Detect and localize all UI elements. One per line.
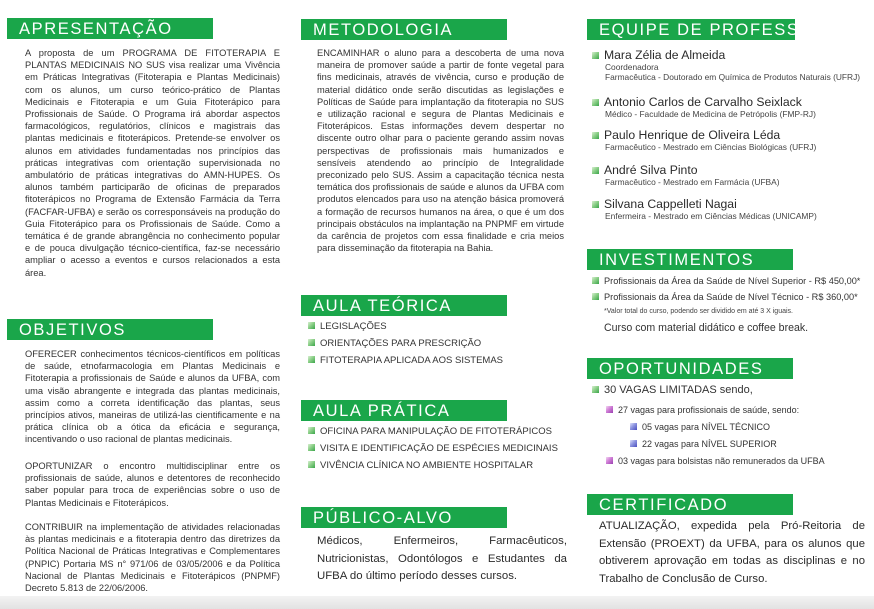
bullet-icon xyxy=(308,356,315,363)
professor-desc: Enfermeira - Mestrado em Ciências Médicas (UNICAMP) xyxy=(605,211,817,221)
list-item: VISITA E IDENTIFICAÇÃO DE ESPÉCIES MEDICINAIS xyxy=(308,443,558,454)
list-item: VIVÊNCIA CLÍNICA NO AMBIENTE HOSPITALAR xyxy=(308,460,533,471)
list-item: ORIENTAÇÕES PARA PRESCRIÇÃO xyxy=(308,338,481,349)
section-header-investimentos: INVESTIMENTOS xyxy=(587,249,793,270)
professor-desc: Médico - Faculdade de Medicina de Petrópolis (FMP-RJ) xyxy=(605,109,816,119)
price-item: Profissionais da Área da Saúde de Nível Superior - R$ 450,00* xyxy=(592,276,860,286)
vagas-sub: 03 vagas para bolsistas não remunerados da UFBA xyxy=(606,456,825,466)
professor-name: Silvana Cappelleti Nagai xyxy=(604,197,737,211)
vagas-sub: 27 vagas para profissionais de saúde, sendo: xyxy=(606,405,799,415)
bullet-icon xyxy=(606,457,613,464)
bullet-icon xyxy=(308,339,315,346)
section-header-objetivos: OBJETIVOS xyxy=(7,319,213,340)
objetivos-paragraph-1: OFERECER conhecimentos técnicos-científicos em políticas de saúde, etnofarmacologia em Plantas Medicinais e Fitoterapia a profissionais de Saúde e alunos da UFBA, com uma visão abrangente e integrada das plantas medicinais, assim como a correta identificação das plantas, seus princípios ativos, maneiras de utilizá-las cientificamente e na prática clínica ob a ótica da eficácia e segurança, incentivando o uso racional de plantas medicinais. xyxy=(25,349,280,445)
bullet-icon xyxy=(606,406,613,413)
bullet-icon xyxy=(592,99,599,106)
bullet-icon xyxy=(630,440,637,447)
publico-alvo-text: Médicos, Enfermeiros, Farmacêuticos, Nutricionistas, Odontólogos e Estudantes da UFBA do último período desses cursos. xyxy=(317,535,567,583)
professor-item xyxy=(592,163,872,187)
investimentos-extra: Curso com material didático e coffee break. xyxy=(604,322,809,334)
professor-desc: Farmacêutica - Doutorado em Química de Produtos Naturais (UFRJ) xyxy=(605,72,861,83)
bullet-icon xyxy=(308,427,315,434)
bullet-icon xyxy=(308,322,315,329)
price-item: Profissionais da Área da Saúde de Nível Técnico - R$ 360,00* xyxy=(592,292,858,302)
section-header-metodologia: METODOLOGIA xyxy=(301,19,507,40)
bullet-icon xyxy=(592,167,599,174)
certificado-text: ATUALIZAÇÃO, expedida pela Pró-Reitoria de Extensão (PROEXT) da UFBA, para os alunos que obtiverem aprovação em todas as disciplinas e no Trabalho de Conclusão de Curso. xyxy=(599,520,865,586)
bullet-icon xyxy=(308,461,315,468)
page-bottom-shadow xyxy=(0,596,874,609)
professor-desc: Farmacêutico - Mestrado em Ciências Biológicas (UFRJ) xyxy=(605,142,817,152)
vagas-sub: 22 vagas para NÍVEL SUPERIOR xyxy=(630,439,777,449)
professor-desc: Farmacêutico - Mestrado em Farmácia (UFBA) xyxy=(605,177,780,187)
objetivos-paragraph-2: OPORTUNIZAR o encontro multidisciplinar entre os profissionais de saúde, alunos e detentores de reconhecido saber popular para troca de experiências sobre o uso de Plantas Medicinais e Fitoterápicos. xyxy=(25,461,280,508)
professor-item xyxy=(592,48,872,83)
section-header-apresentacao: APRESENTAÇÃO xyxy=(7,18,213,39)
section-header-certificado: CERTIFICADO xyxy=(587,494,793,515)
bullet-icon xyxy=(592,201,599,208)
list-item: OFICINA PARA MANIPULAÇÃO DE FITOTERÁPICOS xyxy=(308,426,552,437)
section-header-equipe: EQUIPE DE PROFESSORES xyxy=(587,19,795,40)
list-item: FITOTERAPIA APLICADA AOS SISTEMAS xyxy=(308,355,503,366)
list-item: LEGISLAÇÕES xyxy=(308,321,387,332)
vagas-sub: 05 vagas para NÍVEL TÉCNICO xyxy=(630,422,770,432)
professor-name: Mara Zélia de Almeida xyxy=(604,48,726,62)
bullet-icon xyxy=(592,293,599,300)
professor-name: Paulo Henrique de Oliveira Léda xyxy=(604,128,781,142)
bullet-icon xyxy=(592,277,599,284)
section-header-aula-pratica: AULA PRÁTICA xyxy=(301,400,507,421)
bullet-icon xyxy=(630,423,637,430)
section-header-oportunidades: OPORTUNIDADES xyxy=(587,358,793,379)
vagas-main: 30 VAGAS LIMITADAS sendo, xyxy=(592,384,753,396)
bullet-icon xyxy=(592,132,599,139)
section-header-aula-teorica: AULA TEÓRICA xyxy=(301,295,507,316)
objetivos-paragraph-3: CONTRIBUIR na implementação de atividades relacionadas às plantas medicinais e a fitoterapia dentro das diretrizes da Política Nacional de Práticas Integrativas e Complementares (PNPIC) Portaria MS n° 971/06 de 03/05/2006 e da Política Nacional de Plantas Medicinais e Fitoterápicos (PNPMF) Decreto 5.813 de 22/06/2006. xyxy=(25,522,280,594)
metodologia-text: ENCAMINHAR o aluno para a descoberta de uma nova maneira de promover saúde a partir de fonte vegetal para fins medicinais, através de vivência, curso e produção de material didático onde serão discutidas as legislações e Políticas de Saúde para implantação da fitoterapia no SUS e utilização racional e segura de Plantas Medicinais e Fitoterápicos. Estas informações devem despertar no discente outro olhar para o paciente gerando assim novas perspectivas de profissionais mais humanizados e sensíveis atendendo ao princípio de Integralidade preconizado pelo SUS. Assim a capacitação técnica nesta temática dos profissionais de saúde e alunos da UFBA com produtos elencados para uso na atenção básica promoverá a formação de recursos humanos na área, o que é um dos principais obstáculos na implantação na PNPMF em virtude da carência de projetos com essa finalidade e cria meios para disseminação da fitoterapia na Bahia. xyxy=(317,48,564,254)
professor-item xyxy=(592,128,872,152)
apresentacao-text: A proposta de um PROGRAMA DE FITOTERAPIA E PLANTAS MEDICINAIS NO SUS visa realizar uma Vivência em Práticas Integrativas (Fitoterapia e Plantas Medicinais) com os alunos, um curso teórico-prático de Plantas Medicinais e Fitoterapia e um Guia Fitoterápico para Profissionais de Saúde. O Programa irá abordar aspectos farmacológicos, regulatórios, clínicos e magistrais das plantas medicinais e fitoterápicos. Pretende-se envolver os alunos em atividades fundamentadas nos princípios das práticas integrativas com orientação supervisionada no ambulatório de práticas integrativas do AMN-HUPES. Os alunos também participarão de oficinas de preparados fitoterápicos no Programa de Extensão Farmácia da Terra (FACFAR-UFBA) e serão os corresponsáveis na produção do Guia Fitoterápico para os Profissionais de Saúde. Como a temática é de grande abrangência no conhecimento popular e de pouca divulgação técnico-científica, faz-se necessário ampliar o acesso a eventos e cursos relacionados a esta área. xyxy=(25,48,280,278)
section-header-publico-alvo: PÚBLICO-ALVO xyxy=(301,507,507,528)
professor-item xyxy=(592,95,872,119)
bullet-icon xyxy=(592,386,599,393)
bullet-icon xyxy=(308,444,315,451)
professor-name: Antonio Carlos de Carvalho Seixlack xyxy=(604,95,802,109)
price-note: *Valor total do curso, podendo ser dividido em até 3 X iguais. xyxy=(604,308,793,315)
professor-role: Coordenadora xyxy=(605,62,659,72)
professor-name: André Silva Pinto xyxy=(604,163,698,177)
bullet-icon xyxy=(592,52,599,59)
professor-item xyxy=(592,197,872,221)
